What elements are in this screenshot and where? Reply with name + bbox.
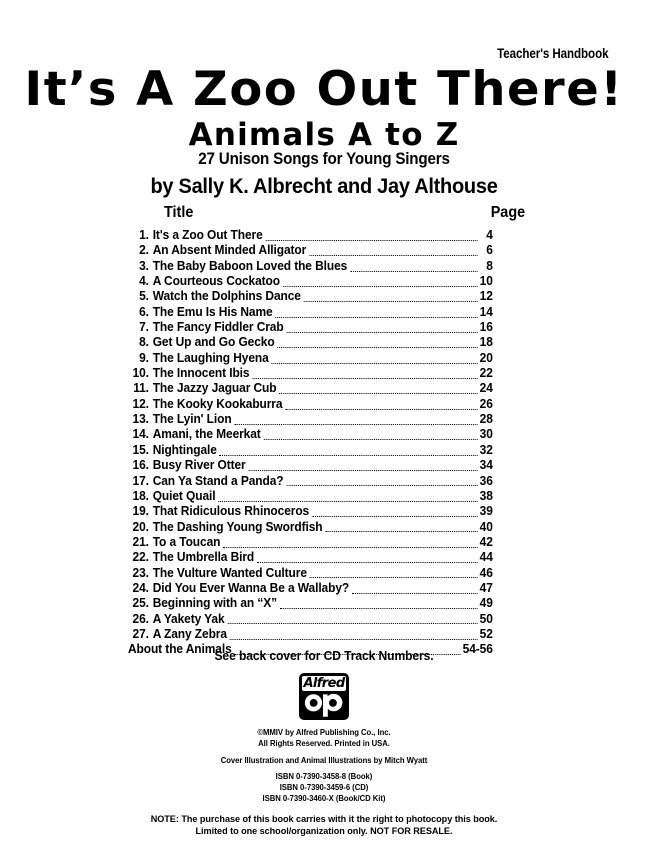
toc-entry-title: That Ridiculous Rhinoceros (152, 504, 310, 519)
toc-entry-leader (309, 246, 478, 256)
toc-entry-leader (248, 461, 477, 471)
toc-entry-title: Watch the Dolphins Dance (152, 289, 301, 304)
toc-entry-page: 50 (479, 611, 493, 626)
toc-entry-title: A Zany Zebra (152, 626, 227, 641)
toc-entry (128, 489, 493, 504)
toc-entry-title: It's a Zoo Out There (152, 228, 263, 242)
toc-entry-leader (286, 476, 477, 486)
toc-entry (128, 243, 493, 258)
toc-entry (128, 274, 493, 289)
toc-entry-title: Can Ya Stand a Panda? (152, 473, 284, 488)
toc-entry-leader (264, 430, 478, 440)
toc-entry-title: The Emu Is His Name (152, 304, 273, 319)
toc-entry-title: A Courteous Cockatoo (152, 274, 280, 289)
toc-entry-number: 27. (132, 626, 149, 641)
toc-entry-page: 28 (479, 412, 493, 427)
toc-entry (128, 627, 493, 642)
toc-entry-leader (277, 338, 477, 348)
toc-entry-leader (234, 415, 477, 425)
toc-entry (128, 335, 493, 350)
toc-entry (128, 305, 493, 320)
toc-column-page: Page (490, 204, 526, 221)
toc-entry (128, 351, 493, 366)
toc-entry (128, 289, 493, 304)
toc-entry (128, 397, 493, 412)
illustration-credit: Cover Illustration and Animal Illustrations by Mitch Wyatt (220, 755, 428, 765)
toc-entry-title: The Innocent Ibis (152, 366, 250, 381)
table-of-contents (128, 204, 526, 658)
toc-entry-number: 7. (139, 320, 149, 335)
toc-entry-leader (218, 492, 477, 502)
toc-entry-leader (285, 400, 477, 410)
toc-entry-leader (220, 446, 478, 456)
isbn-book: ISBN 0-7390-3458-8 (Book) (275, 771, 373, 781)
toc-entry-page: 16 (479, 320, 493, 335)
toc-entry-page: 36 (479, 473, 493, 488)
toc-entry-page: 44 (479, 550, 493, 565)
toc-entry-number: 3. (139, 258, 149, 273)
toc-entry (128, 581, 493, 596)
toc-entry-page: 30 (479, 427, 493, 442)
toc-entry-number: 22. (132, 550, 149, 565)
toc-entry-title: A Yakety Yak (152, 611, 225, 626)
toc-entry-number: 1. (139, 228, 149, 242)
toc-entry (128, 458, 493, 473)
toc-entry-page: 38 (479, 488, 493, 503)
title-block (0, 62, 648, 153)
toc-entry-number: 19. (132, 504, 149, 519)
toc-entry-leader (280, 599, 478, 609)
toc-entry-page: 8 (486, 258, 493, 273)
toc-entry (128, 535, 493, 550)
toc-entry (128, 381, 493, 396)
back-cover-note: See back cover for CD Track Numbers. (214, 648, 434, 663)
toc-entry-page: 22 (479, 366, 493, 381)
toc-entry-title: Beginning with an “X” (152, 596, 278, 611)
toc-entry-number: 20. (132, 519, 149, 534)
toc-entry-number: 8. (139, 335, 149, 350)
toc-entry-page: 18 (479, 335, 493, 350)
photocopy-note (16, 814, 632, 838)
toc-column-title: Title (164, 204, 194, 221)
toc-entry (128, 596, 493, 611)
toc-entry-number: 6. (139, 304, 149, 319)
toc-entry-leader (252, 369, 477, 379)
toc-entry-leader (312, 507, 478, 517)
toc-entry-page: 14 (479, 304, 493, 319)
toc-entry-title: The Lyin' Lion (152, 412, 232, 427)
toc-entry-number: 23. (132, 565, 149, 580)
toc-entry (128, 228, 493, 243)
alfred-logo (299, 673, 349, 720)
toc-entry-leader (279, 384, 477, 394)
toc-entry-title: To a Toucan (152, 534, 221, 549)
toc-entry-number: 15. (132, 442, 149, 457)
copyright-block (23, 727, 626, 748)
toc-entry-title: The Dashing Young Swordfish (152, 519, 323, 534)
toc-entry (128, 550, 493, 565)
toc-entry-number: 24. (132, 580, 149, 595)
toc-entry (128, 366, 493, 381)
isbn-kit: ISBN 0-7390-3460-X (Book/CD Kit) (262, 792, 386, 803)
toc-entry-title: The Laughing Hyena (152, 350, 269, 365)
toc-entry-title: About the Animals (128, 642, 232, 657)
toc-entry-number: 17. (132, 473, 149, 488)
toc-entry-page: 12 (479, 289, 493, 304)
handbook-label: Teacher's Handbook (496, 46, 608, 61)
toc-entry-title: Quiet Quail (152, 488, 216, 503)
isbn-block (23, 771, 626, 803)
toc-entry-title: An Absent Minded Alligator (152, 243, 307, 258)
toc-entry (128, 504, 493, 519)
toc-entry-page: 10 (479, 274, 493, 289)
toc-entry-page: 20 (479, 350, 493, 365)
toc-entry (128, 520, 493, 535)
toc-entry-page: 24 (479, 381, 493, 396)
toc-entry-leader (310, 568, 478, 578)
toc-entry (128, 566, 493, 581)
copyright-line-2: All Rights Reserved. Printed in USA. (258, 737, 390, 748)
toc-entry-page: 32 (479, 442, 493, 457)
toc-entry-number: 18. (132, 488, 149, 503)
toc-entry-page: 52 (479, 626, 493, 641)
toc-entry-number: 26. (132, 611, 149, 626)
toc-entry-title: Did You Ever Wanna Be a Wallaby? (152, 580, 350, 595)
copyright-line-1: ©MMIV by Alfred Publishing Co., Inc. (257, 727, 391, 737)
photocopy-note-line-1: NOTE: The purchase of this book carries with it the right to photocopy this book. (150, 814, 498, 825)
toc-entry (128, 443, 493, 458)
toc-entry-title: The Vulture Wanted Culture (152, 565, 307, 580)
toc-entry-leader (304, 292, 478, 302)
toc-entry-leader (325, 522, 477, 532)
toc-entry-leader (275, 308, 477, 318)
toc-entry-number: 25. (132, 596, 149, 611)
toc-entry-title: Nightingale (152, 442, 217, 457)
toc-entry (128, 427, 493, 442)
toc-entry-title: Amani, the Meerkat (152, 427, 261, 442)
toc-entry-number: 13. (132, 412, 149, 427)
toc-entry-leader (230, 630, 478, 640)
toc-entry-title: The Fancy Fiddler Crab (152, 320, 284, 335)
toc-entry-number: 11. (133, 381, 149, 396)
toc-entry-page: 26 (479, 396, 493, 411)
toc-entry-leader (352, 584, 478, 594)
toc-entry-leader (283, 277, 478, 287)
photocopy-note-line-2: Limited to one school/organization only. NOT FOR RESALE. (195, 826, 453, 837)
toc-entry-page: 39 (479, 504, 493, 519)
toc-entry-page: 4 (486, 228, 493, 242)
toc-entry-number: 14. (132, 427, 149, 442)
toc-entry (128, 259, 493, 274)
toc-entry-title: The Kooky Kookaburra (152, 396, 283, 411)
toc-entry-number: 2. (139, 243, 149, 258)
toc-entry-number: 16. (132, 458, 149, 473)
page-title: It’s A Zoo Out There! (24, 62, 624, 117)
toc-entry-title: Busy River Otter (152, 458, 246, 473)
alfred-ap-monogram-icon (299, 691, 349, 720)
toc-entry-page: 40 (479, 519, 493, 534)
toc-entry-page: 6 (486, 243, 493, 258)
toc-entry-number: 4. (139, 274, 149, 289)
alfred-wordmark: Alfred (303, 675, 345, 691)
toc-entry-title: The Umbrella Bird (152, 550, 255, 565)
toc-entry-title: Get Up and Go Gecko (152, 335, 275, 350)
isbn-cd: ISBN 0-7390-3459-6 (CD) (279, 781, 369, 792)
toc-header-row (128, 204, 526, 224)
toc-entry-number: 5. (139, 289, 149, 304)
toc-list (128, 228, 512, 658)
toc-entry-leader (272, 354, 478, 364)
page-subtitle: Animals A to Z (188, 117, 460, 153)
authors-byline: by Sally K. Albrecht and Jay Althouse (150, 174, 498, 198)
toc-entry-leader (266, 231, 478, 241)
toc-entry-number: 10. (132, 366, 149, 381)
toc-entry (128, 612, 493, 627)
toc-entry-number: 12. (132, 396, 149, 411)
songs-description: 27 Unison Songs for Young Singers (198, 150, 450, 168)
toc-entry-page: 49 (479, 596, 493, 611)
toc-entry (128, 474, 493, 489)
toc-entry-leader (257, 553, 478, 563)
toc-entry (128, 412, 493, 427)
toc-entry-page: 47 (479, 580, 493, 595)
toc-entry-page: 46 (479, 565, 493, 580)
toc-entry-page: 54-56 (462, 642, 493, 657)
toc-entry-page: 34 (479, 458, 493, 473)
toc-entry-leader (286, 323, 477, 333)
toc-entry-page: 42 (479, 534, 493, 549)
toc-entry-number: 21. (132, 534, 149, 549)
toc-entry-leader (223, 538, 477, 548)
toc-entry-leader (350, 262, 478, 272)
toc-entry-title: The Jazzy Jaguar Cub (152, 381, 277, 396)
toc-entry (128, 320, 493, 335)
toc-entry-leader (227, 614, 477, 624)
toc-entry-title: The Baby Baboon Loved the Blues (152, 258, 348, 273)
toc-entry-number: 9. (139, 350, 149, 365)
